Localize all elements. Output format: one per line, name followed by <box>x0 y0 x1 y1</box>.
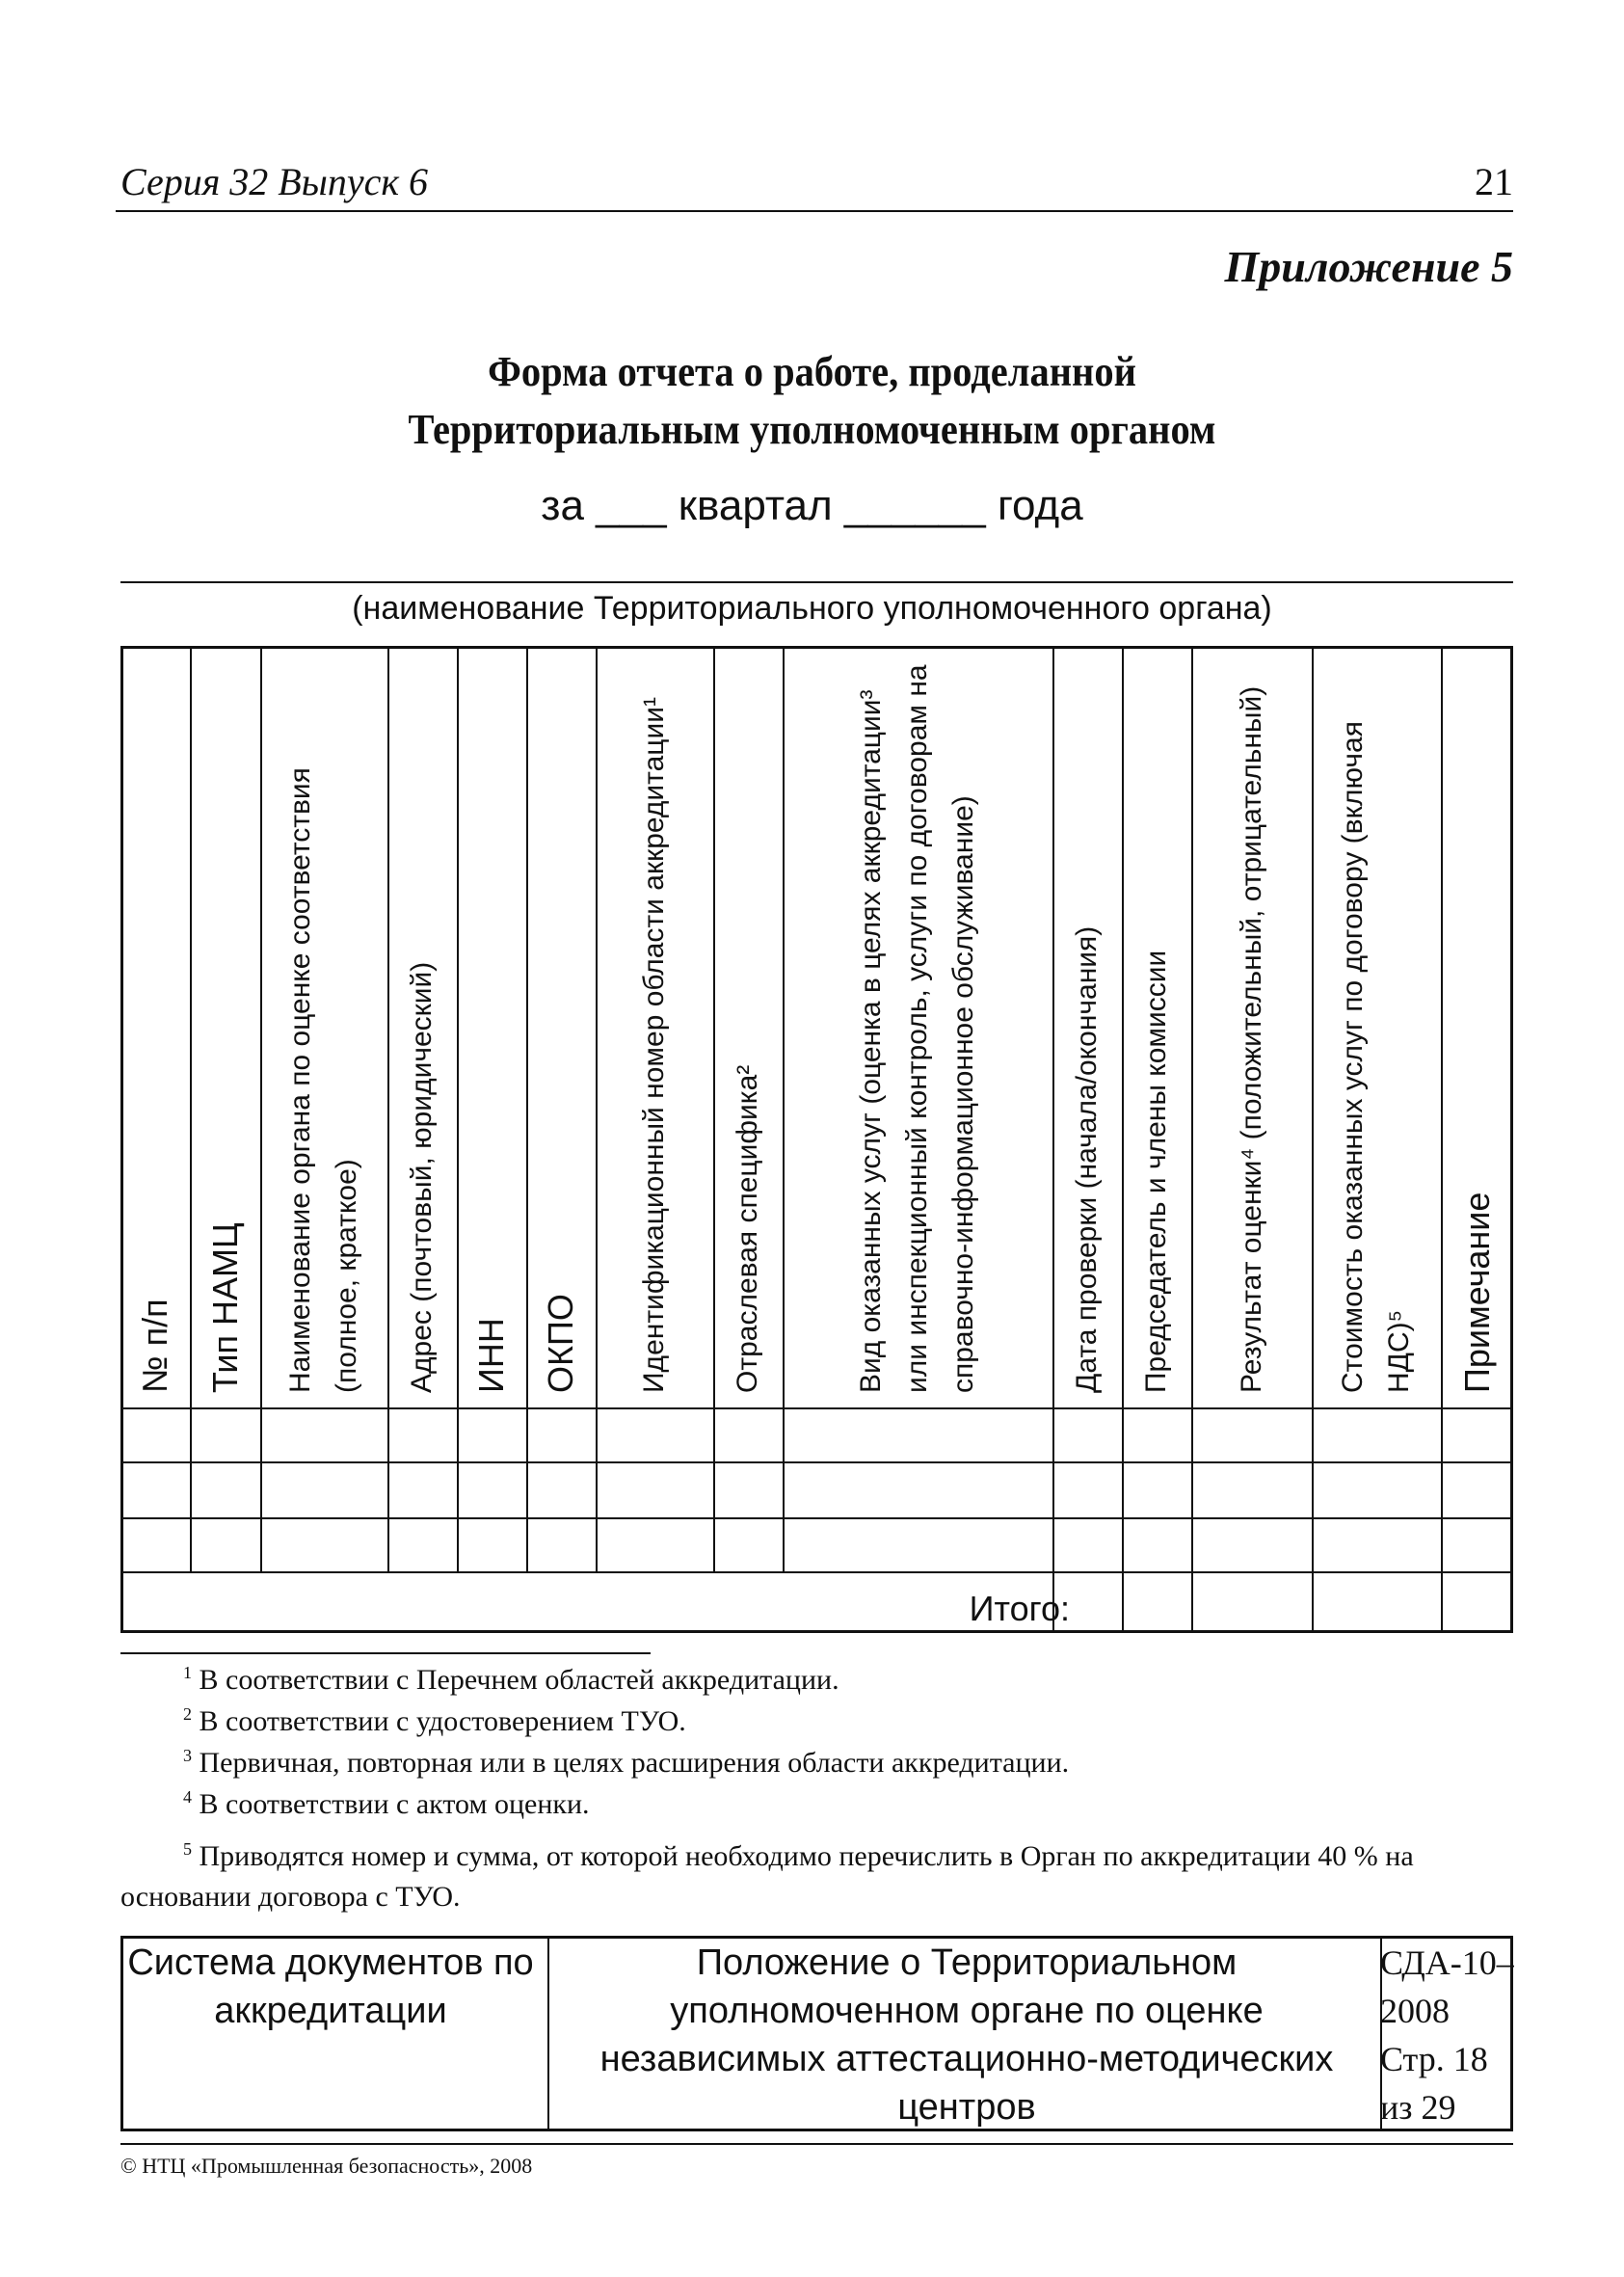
header-row-divider <box>120 1407 1513 1409</box>
copyright: © НТЦ «Промышленная безопасность», 2008 <box>120 2154 533 2178</box>
page-number: 21 <box>1475 160 1513 203</box>
total-label: Итого: <box>969 1589 1070 1628</box>
column-header-label: Вид оказанных услуг (оценка в целях аккредитации³ или инспекционный контроль, услуги по договорам на справочно-информационное обслуживание) <box>855 664 979 1393</box>
footnote-mark: 5 <box>183 1839 192 1859</box>
stamp-code: СДА-10–2008 <box>1380 1943 1514 2030</box>
column-header-label: Отраслевая специфика² <box>732 1064 763 1393</box>
footnote-1 <box>183 1663 839 1697</box>
column-header-label: Тип НАМЦ <box>204 1222 245 1393</box>
footnote-4 <box>183 1787 590 1821</box>
column-divider <box>387 646 389 1571</box>
column-header-label: Адрес (почтовый, юридический) <box>406 961 438 1393</box>
column-header-inspection-date <box>1052 646 1122 1407</box>
report-table <box>120 646 1513 1633</box>
column-header-label: Примечание <box>1456 1192 1497 1393</box>
table-row <box>120 1461 1513 1463</box>
column-header-inn <box>457 646 526 1407</box>
column-header-label: Наименование органа по оценке соответствия (полное, краткое) <box>284 767 362 1393</box>
column-divider <box>1122 646 1124 1633</box>
column-divider <box>713 646 715 1571</box>
column-header-commission <box>1122 646 1191 1407</box>
footnote-text: Приводятся номер и сумма, от которой необходимо перечислить в Орган по аккредитации 40 % на основании договора с ТУО. <box>120 1840 1414 1913</box>
column-header-label: № п/п <box>135 1299 174 1393</box>
column-header-address <box>387 646 457 1407</box>
footnote-divider <box>120 1652 651 1654</box>
column-divider <box>260 646 262 1571</box>
column-header-service-type <box>783 646 1052 1407</box>
org-name-line <box>120 581 1513 583</box>
footnote-text: В соответствии с Перечнем областей аккредитации. <box>199 1664 839 1696</box>
stamp-divider <box>547 1939 549 2129</box>
footnote-text: В соответствии с актом оценки. <box>199 1788 590 1820</box>
footnote-mark: 3 <box>183 1746 192 1765</box>
column-header-label: Результат оценки⁴ (положительный, отрицательный) <box>1235 685 1267 1393</box>
column-divider <box>783 646 785 1571</box>
column-divider <box>1191 646 1193 1633</box>
column-header-label: ОКПО <box>541 1294 580 1393</box>
table-row <box>120 1517 1513 1519</box>
footnote-mark: 2 <box>183 1704 192 1724</box>
column-divider <box>596 646 598 1571</box>
column-divider <box>190 646 192 1571</box>
column-header-label: Стоимость оказанных услуг по договору (включая НДС)⁵ <box>1337 721 1415 1393</box>
column-header-result <box>1191 646 1312 1407</box>
form-title-line-2: Территориальным уполномоченным органом <box>408 406 1216 453</box>
stamp-document-title: Положение о Территориальном уполномоченном органе по оценке независимых аттестационно-методических центров <box>599 1942 1334 2128</box>
appendix-label: Приложение 5 <box>1224 242 1513 291</box>
footnote-mark: 1 <box>183 1663 192 1682</box>
stamp-reference <box>1380 1939 1513 2129</box>
total-row-divider <box>120 1571 1513 1573</box>
column-header-label: Председатель и члены комиссии <box>1140 950 1172 1393</box>
column-header-note <box>1441 646 1513 1407</box>
column-header-namc-type <box>190 646 260 1407</box>
column-header-label: Дата проверки (начала/окончания) <box>1071 925 1103 1393</box>
header-divider <box>116 210 1513 212</box>
column-divider <box>1441 646 1443 1633</box>
footnote-2 <box>183 1704 686 1738</box>
column-header-accreditation-id <box>596 646 713 1407</box>
footnote-5 <box>120 1829 1451 1917</box>
column-header-okpo <box>526 646 596 1407</box>
column-header-industry <box>713 646 783 1407</box>
form-title-line-1: Форма отчета о работе, проделанной <box>488 348 1136 395</box>
column-divider <box>457 646 459 1571</box>
running-header-series: Серия 32 Выпуск 6 <box>120 160 429 203</box>
column-divider <box>526 646 528 1571</box>
report-period: за ___ квартал ______ года <box>541 482 1083 529</box>
stamp-pages: Стр. 18 из 29 <box>1380 2040 1488 2127</box>
footer-divider <box>120 2143 1513 2145</box>
footnote-text: Первичная, повторная или в целях расширения области аккредитации. <box>199 1747 1070 1779</box>
column-header-number <box>120 646 190 1407</box>
org-name-caption: (наименование Территориального уполномоченного органа) <box>352 590 1272 627</box>
footnote-text: В соответствии с удостоверением ТУО. <box>199 1705 686 1737</box>
document-stamp <box>120 1936 1513 2131</box>
column-header-label: Идентификационный номер области аккредитации¹ <box>638 697 670 1393</box>
column-header-org-name <box>260 646 387 1407</box>
column-divider <box>1052 646 1054 1633</box>
column-header-label: ИНН <box>471 1318 511 1393</box>
stamp-system: Система документов по аккредитации <box>127 1942 534 2031</box>
column-header-cost <box>1312 646 1441 1407</box>
column-divider <box>1312 646 1314 1633</box>
footnote-mark: 4 <box>183 1787 192 1807</box>
footnote-3 <box>183 1746 1069 1780</box>
